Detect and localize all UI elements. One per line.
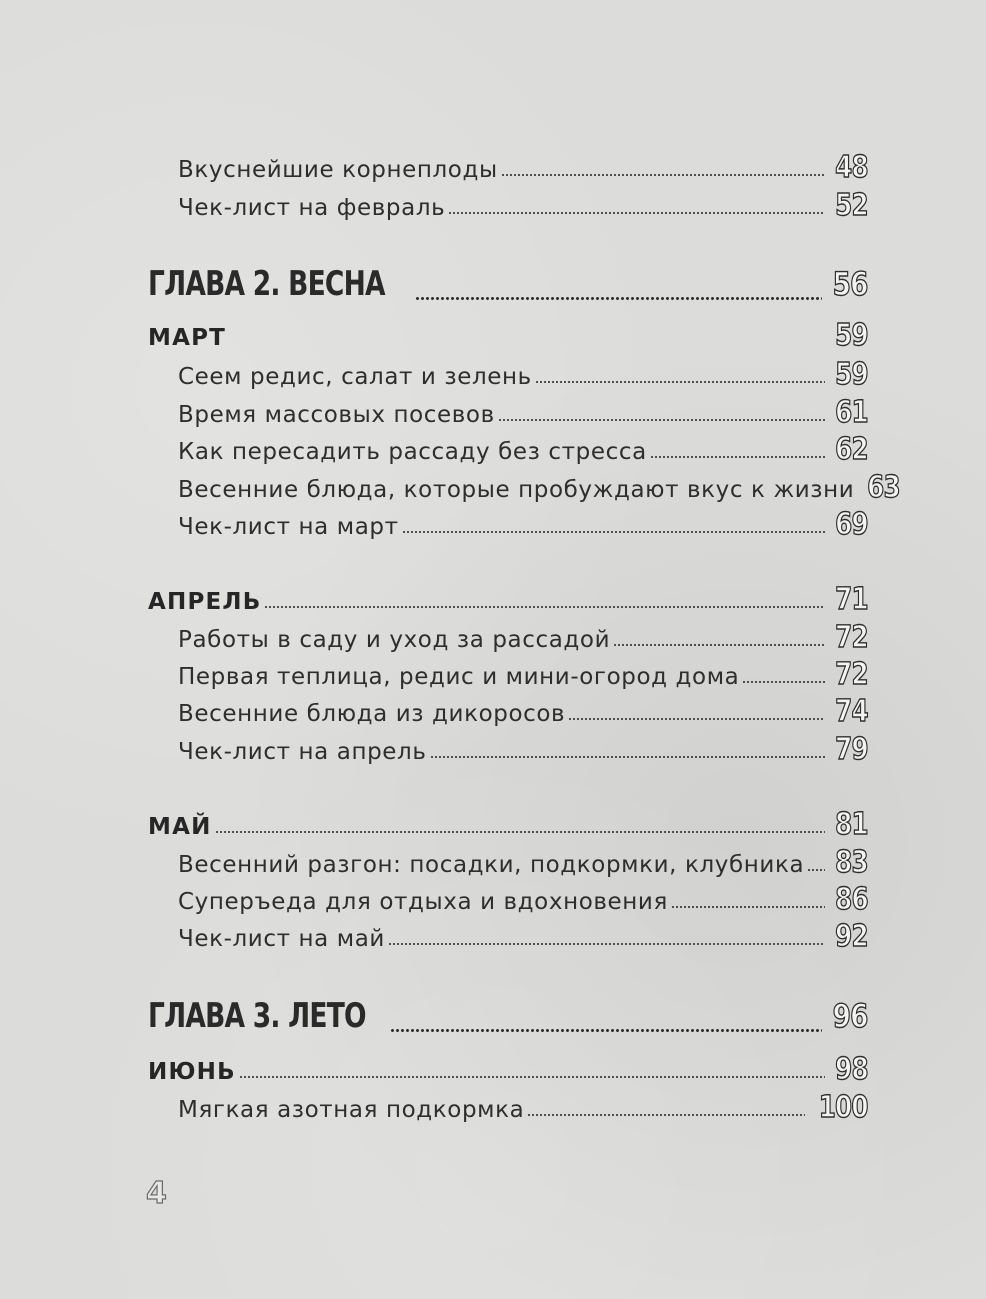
toc-page-number: 62 [835,432,868,467]
dot-leader [498,418,825,422]
toc-page-number: 86 [835,882,868,917]
toc-page-number: 52 [835,188,868,223]
dot-leader [388,942,825,946]
month-title: МАЙ [148,814,212,840]
toc-entry-title: Суперъеда для отдыха и вдохновения [178,889,668,915]
toc-entry[interactable] [178,919,868,953]
dot-leader [215,830,826,834]
toc-entry-title: Весенние блюда из дикоросов [178,701,566,727]
dot-leader [415,296,823,301]
toc-page-number: 61 [835,395,868,430]
toc-entry[interactable] [178,188,868,222]
toc-entry-title: Чек-лист на март [178,514,399,540]
toc-page-number: 69 [835,507,868,542]
toc-page-number: 79 [835,732,868,767]
toc-entry[interactable] [178,694,868,728]
toc-entry[interactable] [178,432,868,466]
month-title: МАРТ [148,325,227,351]
toc-page-number: 83 [835,845,868,880]
dot-leader [264,605,825,609]
toc-entry[interactable] [178,845,868,879]
dot-leader [239,1075,825,1079]
toc-entry-title: Чек-лист на май [178,926,385,952]
toc-page-number: 71 [835,582,868,617]
toc-entry-title: Работы в саду и уход за рассадой [178,627,611,653]
dot-leader [430,755,826,759]
toc-entry[interactable] [178,657,868,691]
toc-page-number: 59 [835,318,868,353]
toc-page-number: 63 [867,470,901,505]
dot-leader [535,380,825,384]
toc-entry[interactable] [178,620,868,654]
toc-entry-title: Первая теплица, редис и мини-огород дома [178,664,740,690]
toc-entry-title: Как пересадить рассаду без стресса [178,439,647,465]
dot-leader [742,680,825,684]
toc-month-heading[interactable] [148,318,868,352]
toc-entry[interactable] [178,882,868,916]
chapter-title: ГЛАВА 3. ЛЕТО [148,996,366,1036]
toc-entry-title: Чек-лист на февраль [178,195,446,221]
chapter-title: ГЛАВА 2. ВЕСНА [148,264,385,304]
toc-month-heading[interactable] [148,807,868,841]
toc-entry-title: Мягкая азотная подкормка [178,1097,525,1123]
toc-page-number: 59 [835,357,868,392]
toc-page-number: 96 [833,997,868,1035]
toc-entry[interactable] [178,1090,868,1124]
toc-month-heading[interactable] [148,582,868,616]
dot-leader [671,905,825,909]
toc-page-number: 72 [835,620,868,655]
toc-page-number: 81 [835,807,868,842]
toc-page-number: 100 [819,1090,868,1125]
toc-entry-title: Чек-лист на апрель [178,739,427,765]
month-title: АПРЕЛЬ [148,589,262,615]
toc-entry[interactable] [178,395,868,429]
dot-leader [390,1028,822,1033]
toc-entry-title: Весенний разгон: посадки, подкормки, клубника [178,852,805,878]
dot-leader [501,173,826,177]
dot-leader [229,341,825,345]
toc-page-number: 56 [833,265,868,303]
toc-entry[interactable] [178,732,868,766]
toc-page-number: 72 [835,657,868,692]
dot-leader [527,1113,805,1117]
toc-page-number: 92 [835,919,868,954]
toc-page-number: 48 [835,150,868,185]
toc-month-heading[interactable] [148,1052,868,1086]
dot-leader [650,455,825,459]
toc-chapter-heading[interactable] [148,996,868,1042]
dot-leader [448,211,825,215]
toc-entry[interactable] [178,470,901,505]
toc-entry-title: Время массовых посевов [178,402,495,428]
dot-leader [807,868,825,872]
toc-entry[interactable] [178,150,868,184]
toc-entry[interactable] [178,357,868,391]
dot-leader [402,530,826,534]
toc-entry[interactable] [178,507,868,541]
month-title: ИЮНЬ [148,1059,236,1085]
toc-page-number: 74 [835,694,868,729]
toc-chapter-heading[interactable] [148,264,868,310]
toc-entry-title: Вкуснейшие корнеплоды [178,157,498,183]
page-number-folio: 4 [146,1176,167,1211]
toc-entry-title: Весенние блюда, которые пробуждают вкус к жизни [178,477,855,503]
toc-page-number: 98 [835,1052,868,1087]
dot-leader [568,717,825,721]
dot-leader [613,643,825,647]
toc-entry-title: Сеем редис, салат и зелень [178,364,532,390]
